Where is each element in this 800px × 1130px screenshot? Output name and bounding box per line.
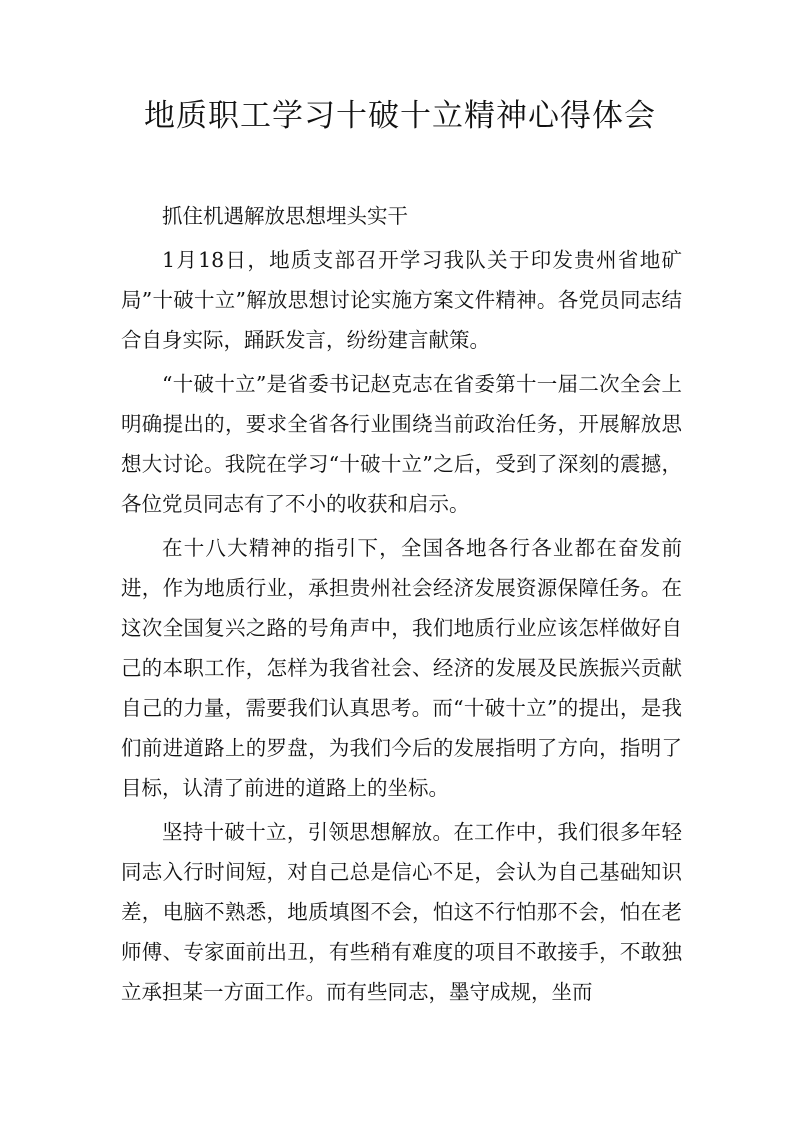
- paragraph: “十破十立”是省委书记赵克志在省委第十一届二次全会上明确提出的，要求全省各行业围绕当前政治任务，开展解放思想大讨论。我院在学习“十破十立”之后，受到了深刻的震撼，各位党员同志有了不小的收获和启示。: [121, 372, 682, 516]
- paragraph: 坚持十破十立，引领思想解放。在工作中，我们很多年轻同志入行时间短，对自己总是信心不足，会认为自己基础知识差，电脑不熟悉，地质填图不会，怕这不行怕那不会，怕在老师傅、专家面前出丑，有些稍有难度的项目不敢接手，不敢独立承担某一方面工作。而有些同志，墨守成规，坐而: [121, 820, 682, 1004]
- document-title: 地质职工学习十破十立精神心得体会: [144, 98, 656, 134]
- paragraph: 在十八大精神的指引下，全国各地各行各业都在奋发前进，作为地质行业，承担贵州社会经济发展资源保障任务。在这次全国复兴之路的号角声中，我们地质行业应该怎样做好自己的本职工作，怎样为我省社会、经济的发展及民族振兴贡献自己的力量，需要我们认真思考。而“十破十立”的提出，是我们前进道路上的罗盘，为我们今后的发展指明了方向，指明了目标，认清了前进的道路上的坐标。: [121, 536, 682, 800]
- paragraph: 1月18日，地质支部召开学习我队关于印发贵州省地矿局”十破十立”解放思想讨论实施方案文件精神。各党员同志结合自身实际，踊跃发言，纷纷建言献策。: [121, 248, 682, 352]
- section-heading: 抓住机遇解放思想埋头实干: [162, 204, 408, 228]
- document-body: [121, 196, 682, 1016]
